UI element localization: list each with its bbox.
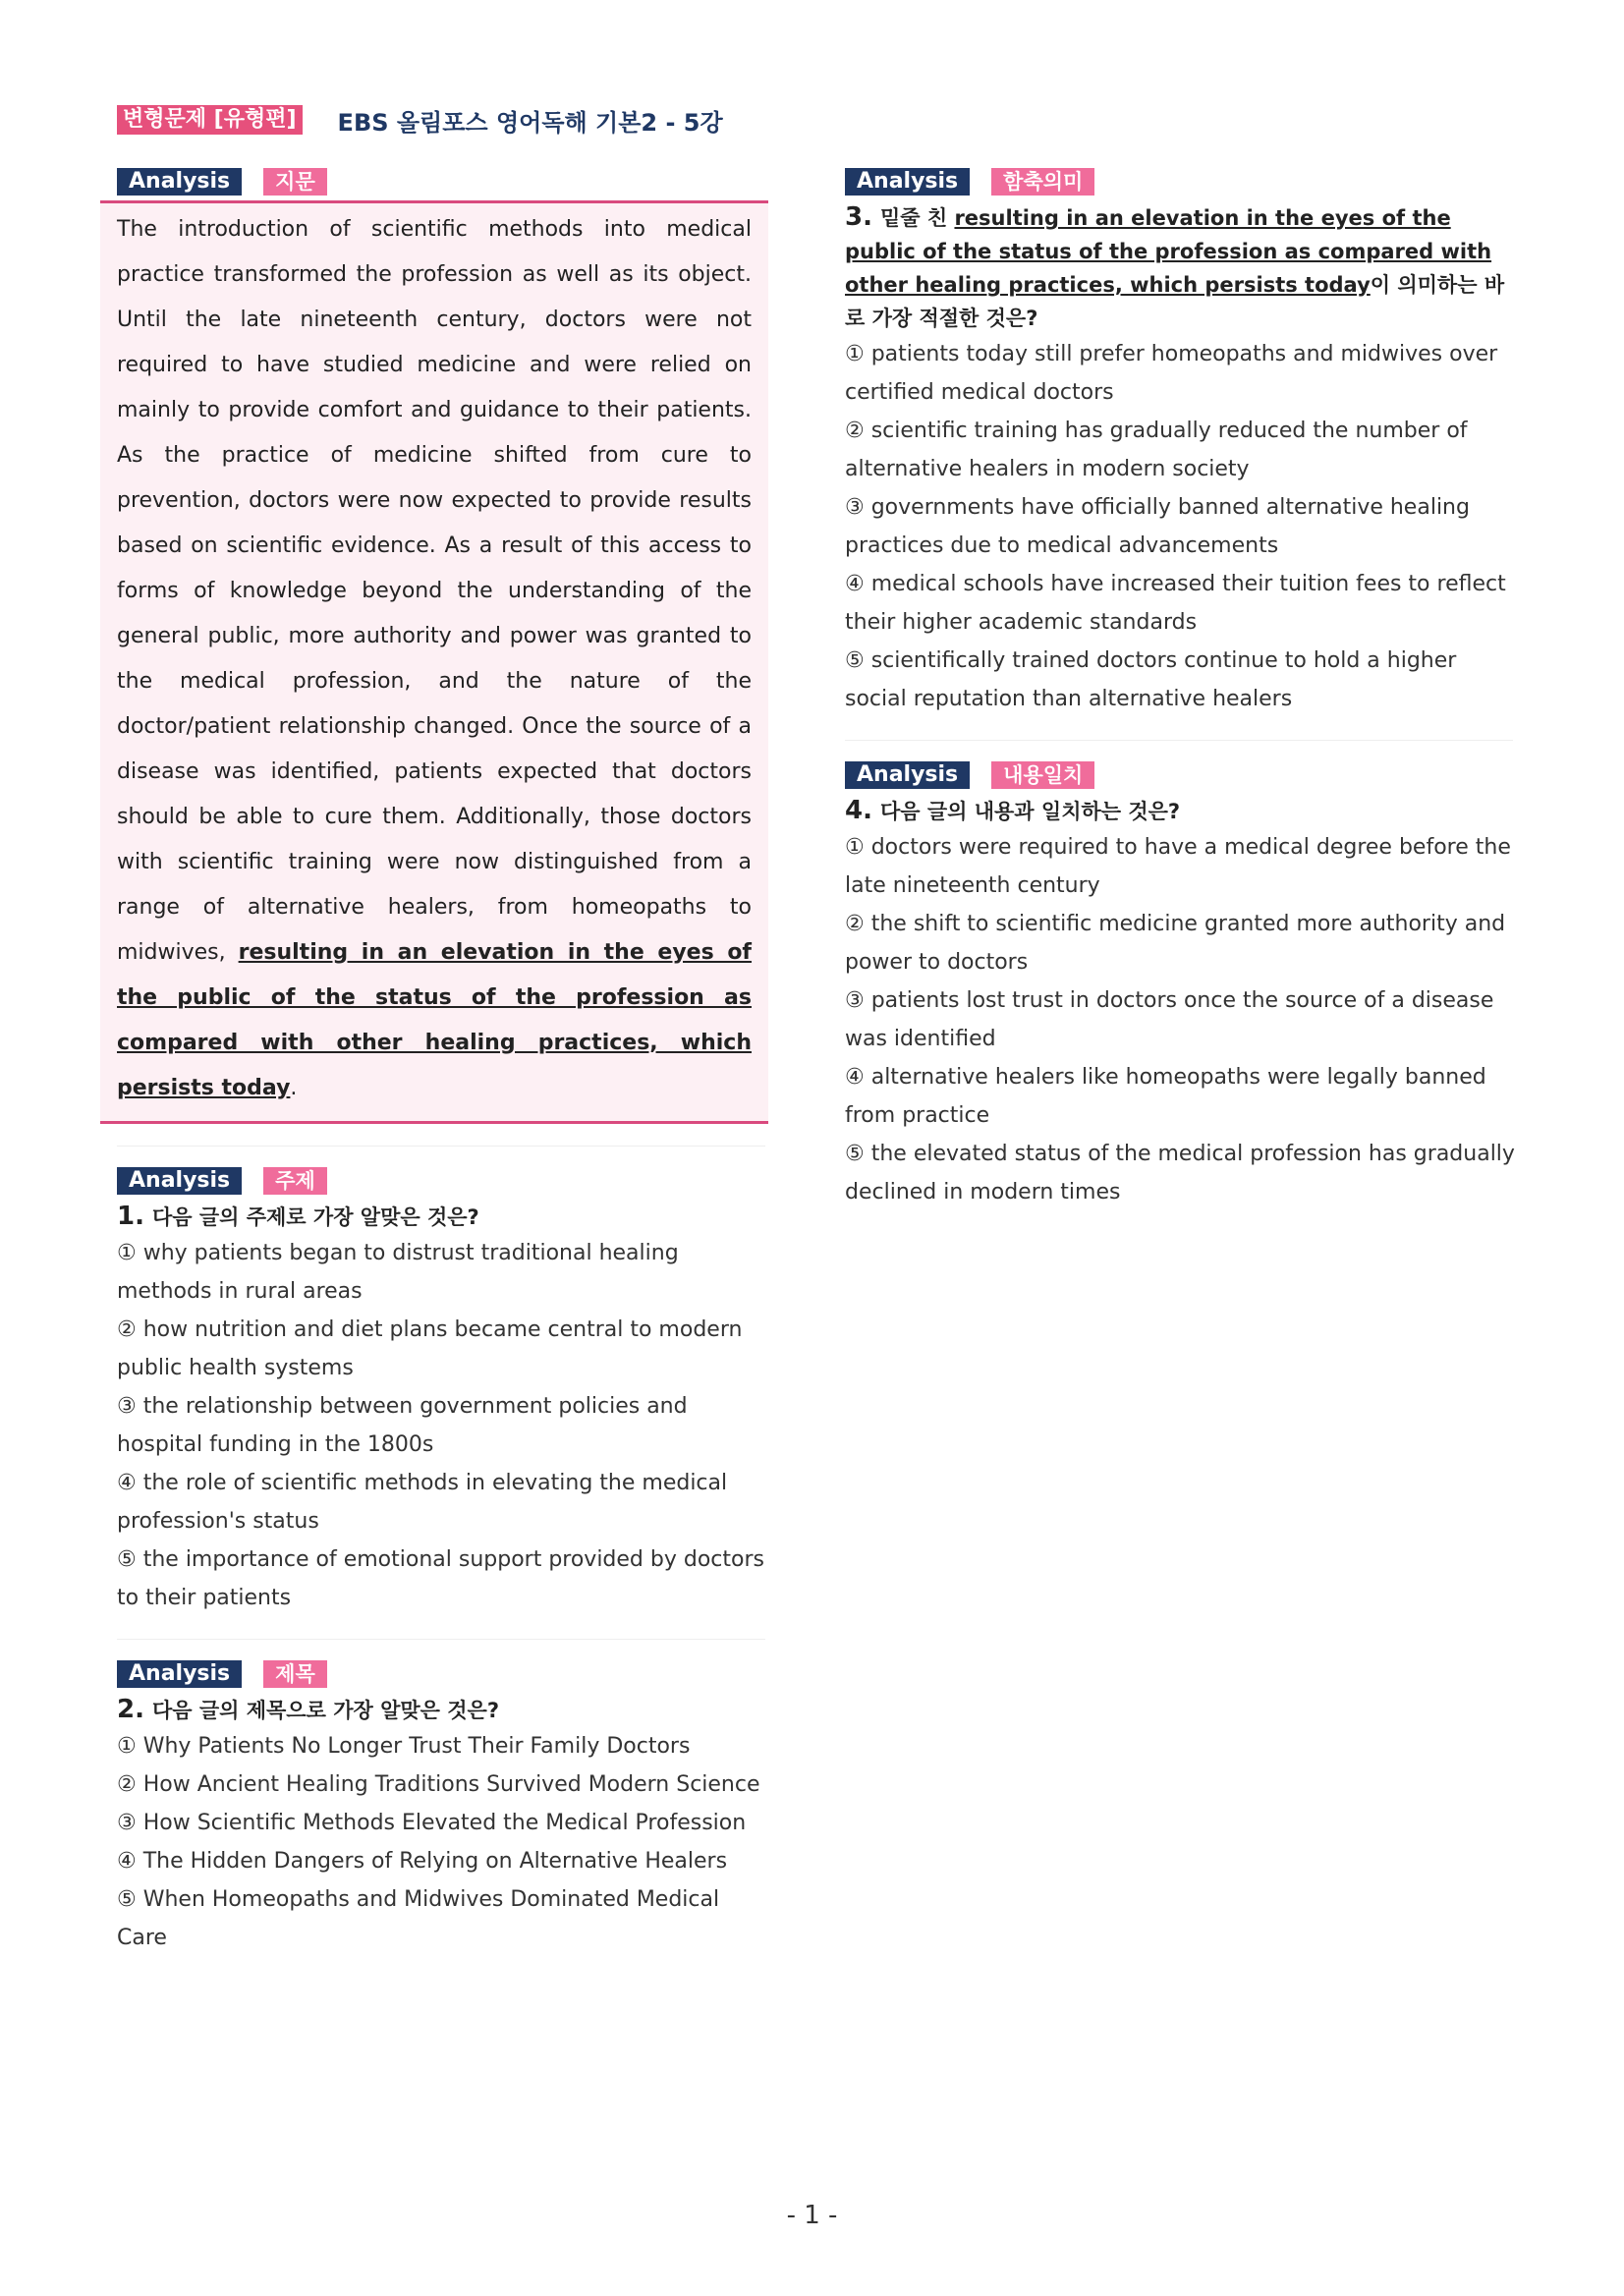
analysis-badge: Analysis [845,761,970,789]
question-3 [845,200,1523,718]
q4-option: ③ patients lost trust in doctors once the source of a disease was identified [845,988,1494,1051]
page-number: - 1 - [786,2201,838,2230]
page-header [117,104,723,136]
q2-stem: 2. 다음 글의 제목으로 가장 알맞은 것은? [117,1695,499,1724]
section-label-q3 [845,167,1523,196]
q4-option: ⑤ the elevated status of the medical profession has gradually declined in modern times [845,1142,1515,1204]
analysis-badge: Analysis [117,168,242,196]
header-title: EBS 올림포스 영어독해 기본2 - 5강 [337,108,723,137]
passage-text: The introduction of scientific methods into medical practice transformed the profession as well as its object. Until the late nineteenth century, doctors were not required to have studied medicine and were relied on mainly to provide comfort and guidance to their patients. As the practice of medicine shifted from cure to prevention, doctors were now expected to provide results based on scientific evidence. As a result of this access to forms of knowledge beyond the understanding of the general public, more authority and power was granted to the medical profession, and the nature of the doctor/patient relationship changed. Once the source of a disease was identified, patients expected that doctors should be able to cure them. Additionally, those doctors with scientific training were now distinguished from a range of alternative healers, from homeopaths to midwives, [117,217,752,965]
q3-option: ③ governments have officially banned alternative healing practices due to medical advancements [845,495,1470,558]
passage-header [100,167,768,203]
analysis-badge: Analysis [117,1660,242,1688]
passage-end: . [290,1076,298,1100]
q3-option: ② scientific training has gradually reduced the number of alternative healers in modern society [845,419,1468,481]
header-tag: 변형문제 [유형편] [117,105,303,135]
q1-option: ⑤ the importance of emotional support provided by doctors to their patients [117,1547,764,1610]
q1-option: ② how nutrition and diet plans became central to modern public health systems [117,1317,743,1380]
question-4 [845,794,1523,1211]
divider [117,1639,765,1640]
q2-option: ⑤ When Homeopaths and Midwives Dominated Medical Care [117,1887,720,1950]
q3-label: 함축의미 [991,168,1094,196]
right-column [845,167,1523,1211]
analysis-badge: Analysis [117,1167,242,1195]
q1-option: ③ the relationship between government policies and hospital funding in the 1800s [117,1394,688,1457]
divider [845,740,1513,741]
q4-option: ① doctors were required to have a medical degree before the late nineteenth century [845,835,1511,898]
q1-option: ④ the role of scientific methods in elevating the medical profession's status [117,1471,728,1534]
section-label-q4 [845,760,1523,790]
question-2 [117,1693,768,1957]
passage-box [100,203,768,1124]
q4-option: ④ alternative healers like homeopaths were legally banned from practice [845,1065,1486,1128]
q2-option: ② How Ancient Healing Traditions Survived Modern Science [117,1772,760,1797]
q1-label: 주제 [263,1167,327,1195]
analysis-badge: Analysis [845,168,970,196]
divider [117,1146,765,1147]
section-label-q1 [100,1166,768,1196]
q2-option: ① Why Patients No Longer Trust Their Family Doctors [117,1734,691,1759]
q1-stem: 1. 다음 글의 주제로 가장 알맞은 것은? [117,1202,479,1231]
q4-option: ② the shift to scientific medicine granted more authority and power to doctors [845,912,1506,975]
q2-option: ③ How Scientific Methods Elevated the Medical Profession [117,1811,747,1835]
section-label [100,167,768,196]
passage-label: 지문 [263,168,327,196]
q3-option: ① patients today still prefer homeopaths and midwives over certified medical doctors [845,342,1498,405]
q2-option: ④ The Hidden Dangers of Relying on Alternative Healers [117,1849,728,1874]
q2-label: 제목 [263,1660,327,1688]
q4-label: 내용일치 [991,761,1094,789]
left-column [100,167,768,1957]
q3-option: ④ medical schools have increased their tuition fees to reflect their higher academic standards [845,572,1506,635]
q1-option: ① why patients began to distrust traditional healing methods in rural areas [117,1241,679,1304]
q3-stem: 3. 밑줄 친 resulting in an elevation in the eyes of the public of the status of the profession as compared with other healing practices, which persists today이 의미하는 바로 가장 적절한 것은? [845,202,1505,330]
q3-option: ⑤ scientifically trained doctors continue to hold a higher social reputation than alternative healers [845,648,1457,711]
question-1 [117,1200,768,1617]
q4-stem: 4. 다음 글의 내용과 일치하는 것은? [845,796,1181,825]
passage-underlined: resulting in an elevation in the eyes of the public of the status of the profession as compared with other healing practices, which persists today [117,940,753,1100]
section-label-q2 [100,1659,768,1689]
